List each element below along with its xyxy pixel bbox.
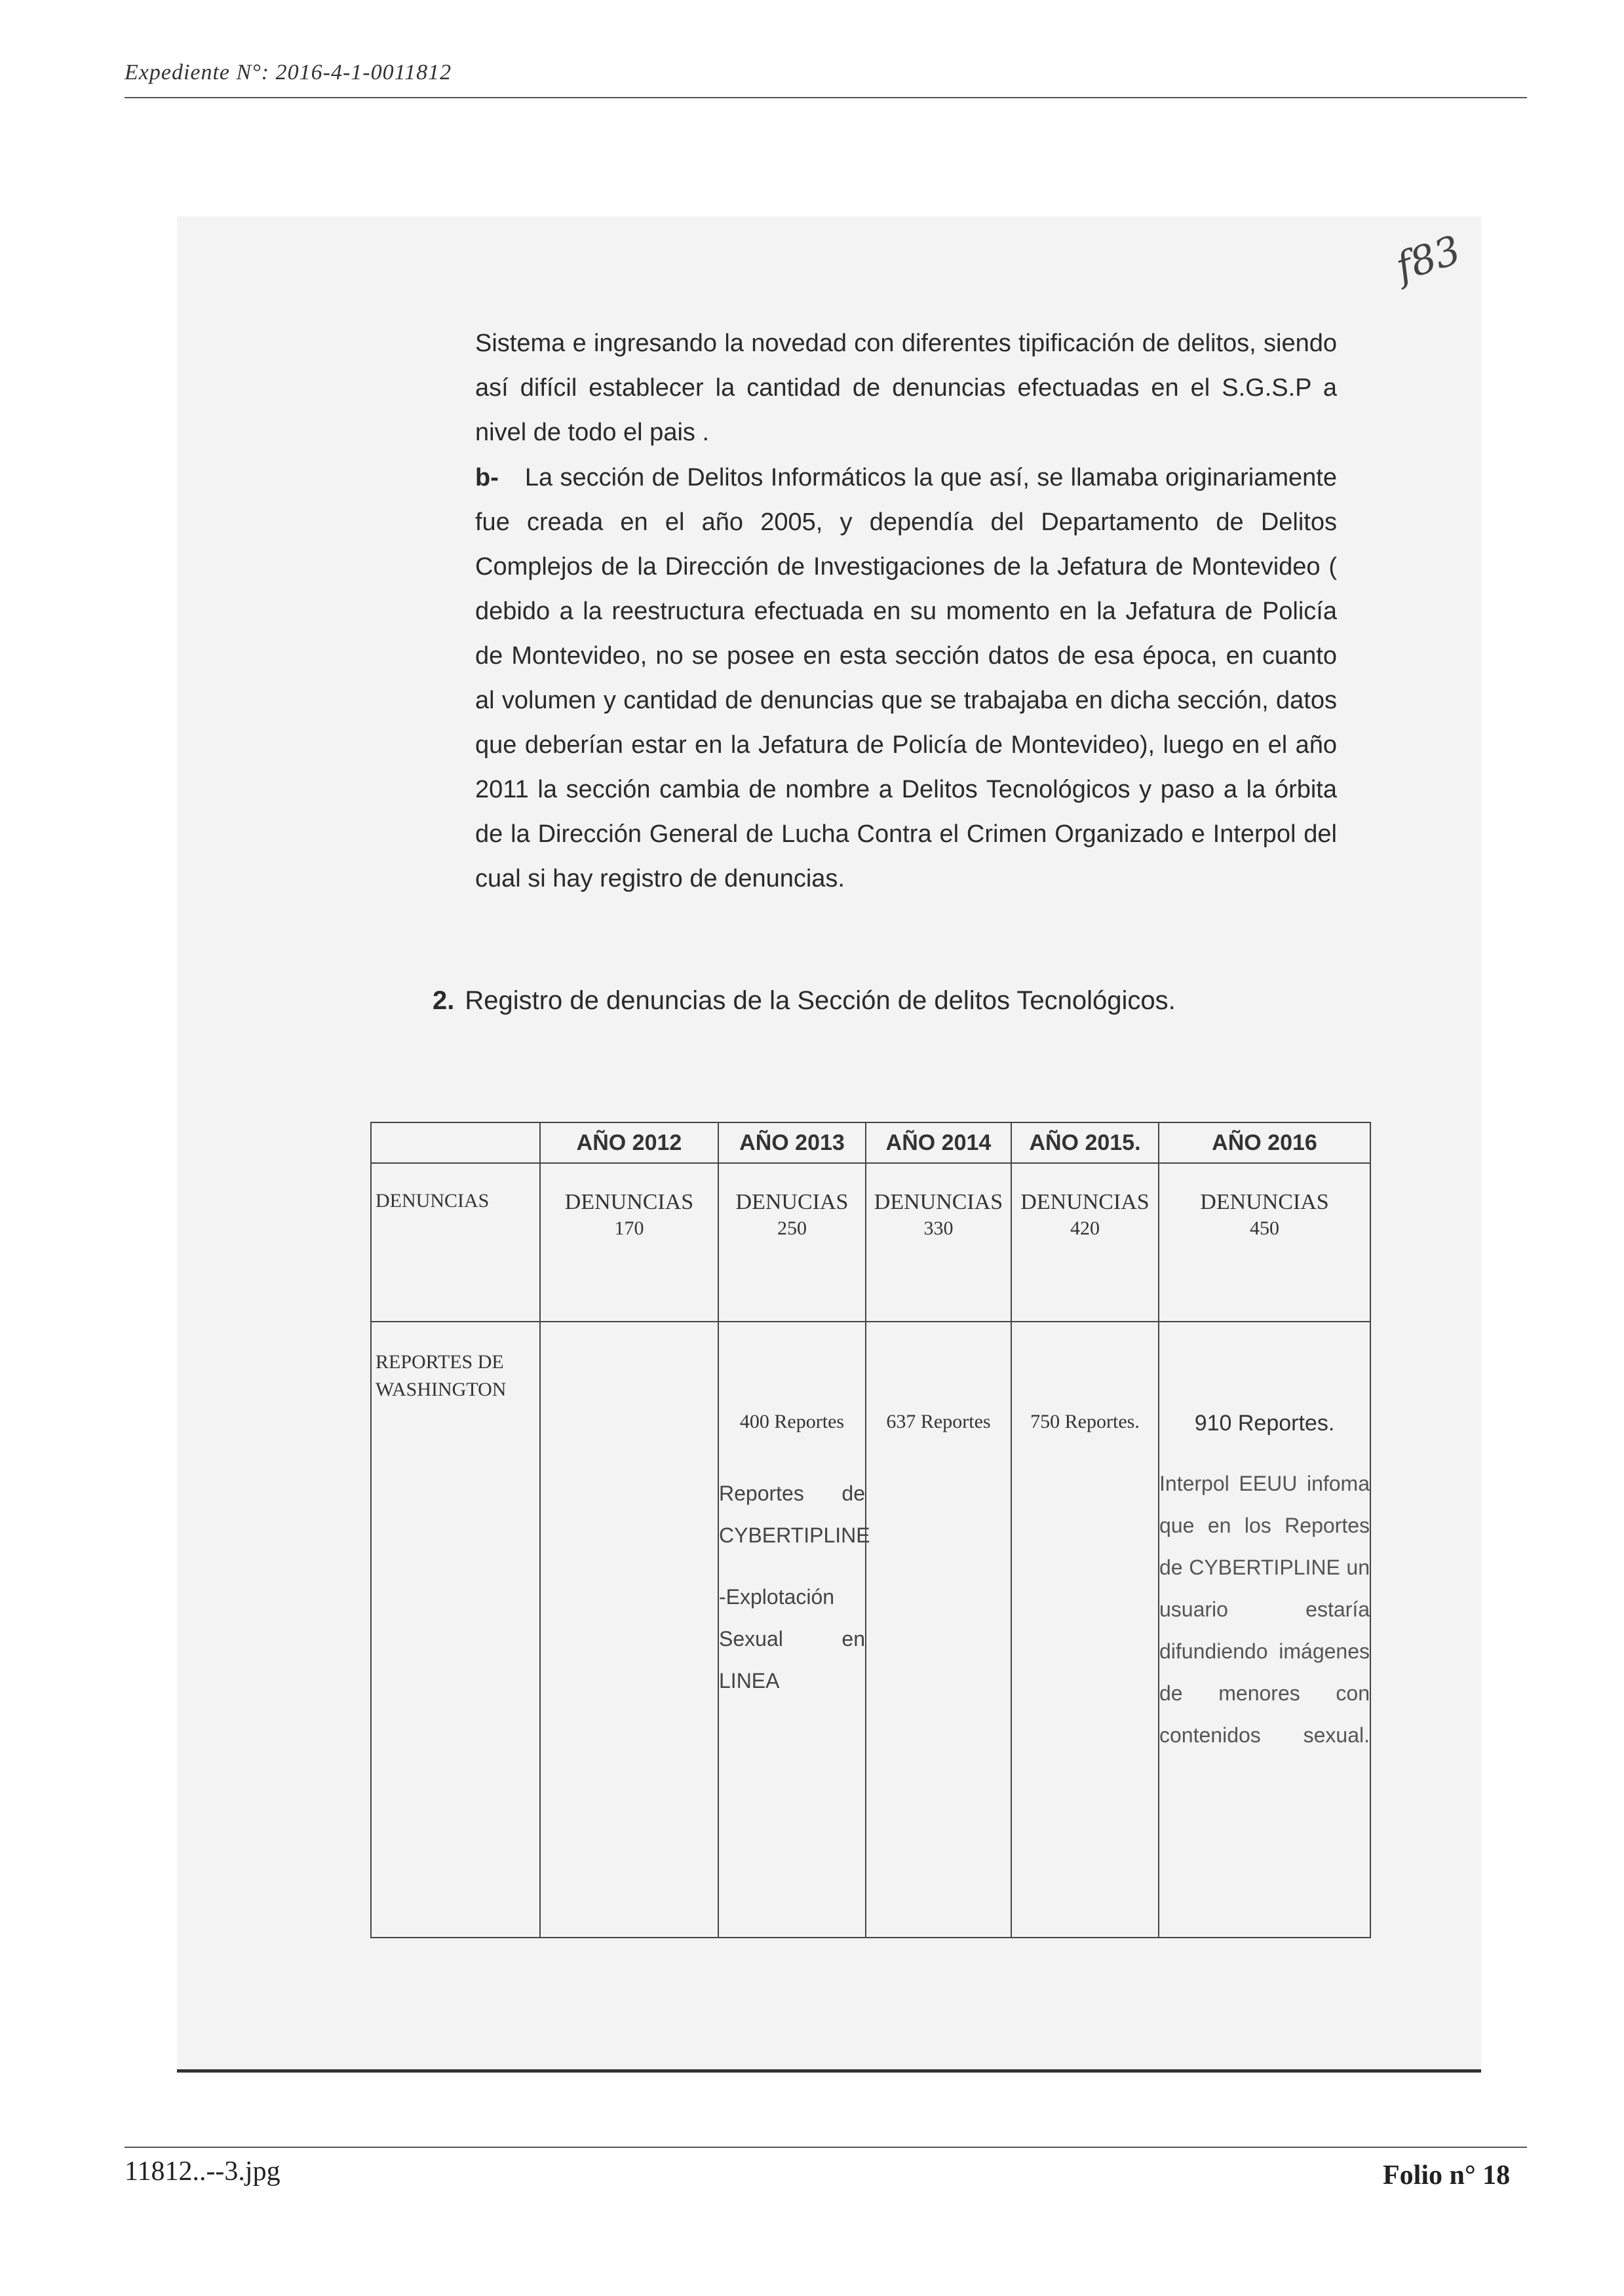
reportes-count: 910 Reportes. — [1194, 1411, 1335, 1436]
footer-filename: 11812..--3.jpg — [125, 2156, 280, 2187]
header-cell-2012: AÑO 2012 — [540, 1122, 718, 1163]
reportes-cell-2014 — [866, 1322, 1011, 1938]
paragraph-1: Sistema e ingresando la novedad con diferentes tipificación de delitos, siendo así difícil establecer la cantidad de denuncias efectuadas en el S.G.S.P a nivel de todo el pais . — [475, 330, 1337, 446]
footer-folio: Folio n° 18 — [1383, 2160, 1511, 2191]
table-header-row — [371, 1122, 1370, 1163]
note-2013-explotacion: -Explotación Sexual en LINEA — [719, 1585, 865, 1693]
denuncias-label: DENUNCIAS — [874, 1190, 1003, 1214]
header-cell-2015: AÑO 2015. — [1011, 1122, 1159, 1163]
header-cell-2016: AÑO 2016 — [1159, 1122, 1370, 1163]
denuncias-cell-2013 — [718, 1163, 866, 1322]
denuncias-label: DENUNCIAS — [1020, 1190, 1150, 1214]
denuncias-label: DENUNCIAS — [1200, 1190, 1329, 1214]
footer-divider — [125, 2147, 1527, 2148]
handwritten-annotation: f83 — [1390, 227, 1466, 291]
reportes-count: 637 Reportes — [886, 1411, 991, 1432]
denuncias-cell-2014 — [866, 1163, 1011, 1322]
header-cell-2014: AÑO 2014 — [866, 1122, 1011, 1163]
reportes-cell-2015 — [1011, 1322, 1159, 1938]
row-label-reportes: REPORTES DE WASHINGTON — [371, 1322, 540, 1938]
denuncias-value: 250 — [777, 1217, 807, 1239]
reportes-cell-2013 — [718, 1322, 870, 1938]
denuncias-label: DENUNCIAS — [564, 1190, 694, 1214]
denuncias-value: 450 — [1250, 1217, 1279, 1239]
paragraph-b-marker: b- — [475, 464, 499, 491]
note-2013-cybertipline: Reportes de CYBERTIPLINE — [719, 1482, 870, 1547]
denuncias-value: 420 — [1070, 1217, 1100, 1239]
header-cell-empty — [371, 1122, 540, 1163]
table-row-denuncias — [371, 1163, 1370, 1322]
reportes-count: 750 Reportes. — [1030, 1411, 1140, 1432]
note-2013 — [719, 1472, 870, 1702]
denuncias-table — [370, 1122, 1371, 1938]
section-heading — [433, 986, 1176, 1016]
section-number: 2. — [433, 986, 455, 1015]
section-title: Registro de denuncias de la Sección de delitos Tecnológicos. — [465, 986, 1176, 1015]
expediente-header: Expediente N°: 2016-4-1-0011812 — [125, 60, 452, 85]
denuncias-cell-2012 — [540, 1163, 718, 1322]
paragraph-b-text: La sección de Delitos Informáticos la que así, se llamaba originariamente fue creada en el año 2005, y dependía del Departamento de Delitos Complejos de la Dirección de Investigaciones de la Jefatura de Montevideo ( debido a la reestructura efectuada en su momento en la Jefatura de Policía de Montevideo, no se posee en esta sección datos de esa época, en cuanto al volumen y cantidad de denuncias que se trabajaba en dicha sección, datos que deberían estar en la Jefatura de Policía de Montevideo), luego en el año 2011 la sección cambia de nombre a Delitos Tecnológicos y paso a la órbita de la Dirección General de Lucha Contra el Crimen Organizado e Interpol del cual si hay registro de denuncias. — [475, 464, 1337, 892]
denuncias-value: 330 — [923, 1217, 954, 1239]
denuncias-cell-2016 — [1159, 1163, 1370, 1322]
denuncias-value: 170 — [614, 1217, 644, 1239]
table-row-reportes — [371, 1322, 1370, 1938]
denuncias-cell-2015 — [1011, 1163, 1159, 1322]
header-divider — [125, 97, 1527, 98]
header-cell-2013: AÑO 2013 — [718, 1122, 866, 1163]
reportes-count: 400 Reportes — [739, 1411, 845, 1432]
reportes-cell-2012 — [540, 1322, 718, 1938]
paragraph-b — [475, 455, 1337, 901]
reportes-cell-2016 — [1159, 1322, 1370, 1938]
row-label-denuncias: DENUNCIAS — [371, 1163, 540, 1322]
note-2016-interpol: Interpol EEUU infoma que en los Reportes de CYBERTIPLINE un usuario estaría difundiendo imágenes de menores con contenidos sexual. — [1159, 1472, 1370, 1747]
scan-bottom-divider — [177, 2069, 1481, 2073]
denuncias-label: DENUCIAS — [735, 1190, 849, 1214]
